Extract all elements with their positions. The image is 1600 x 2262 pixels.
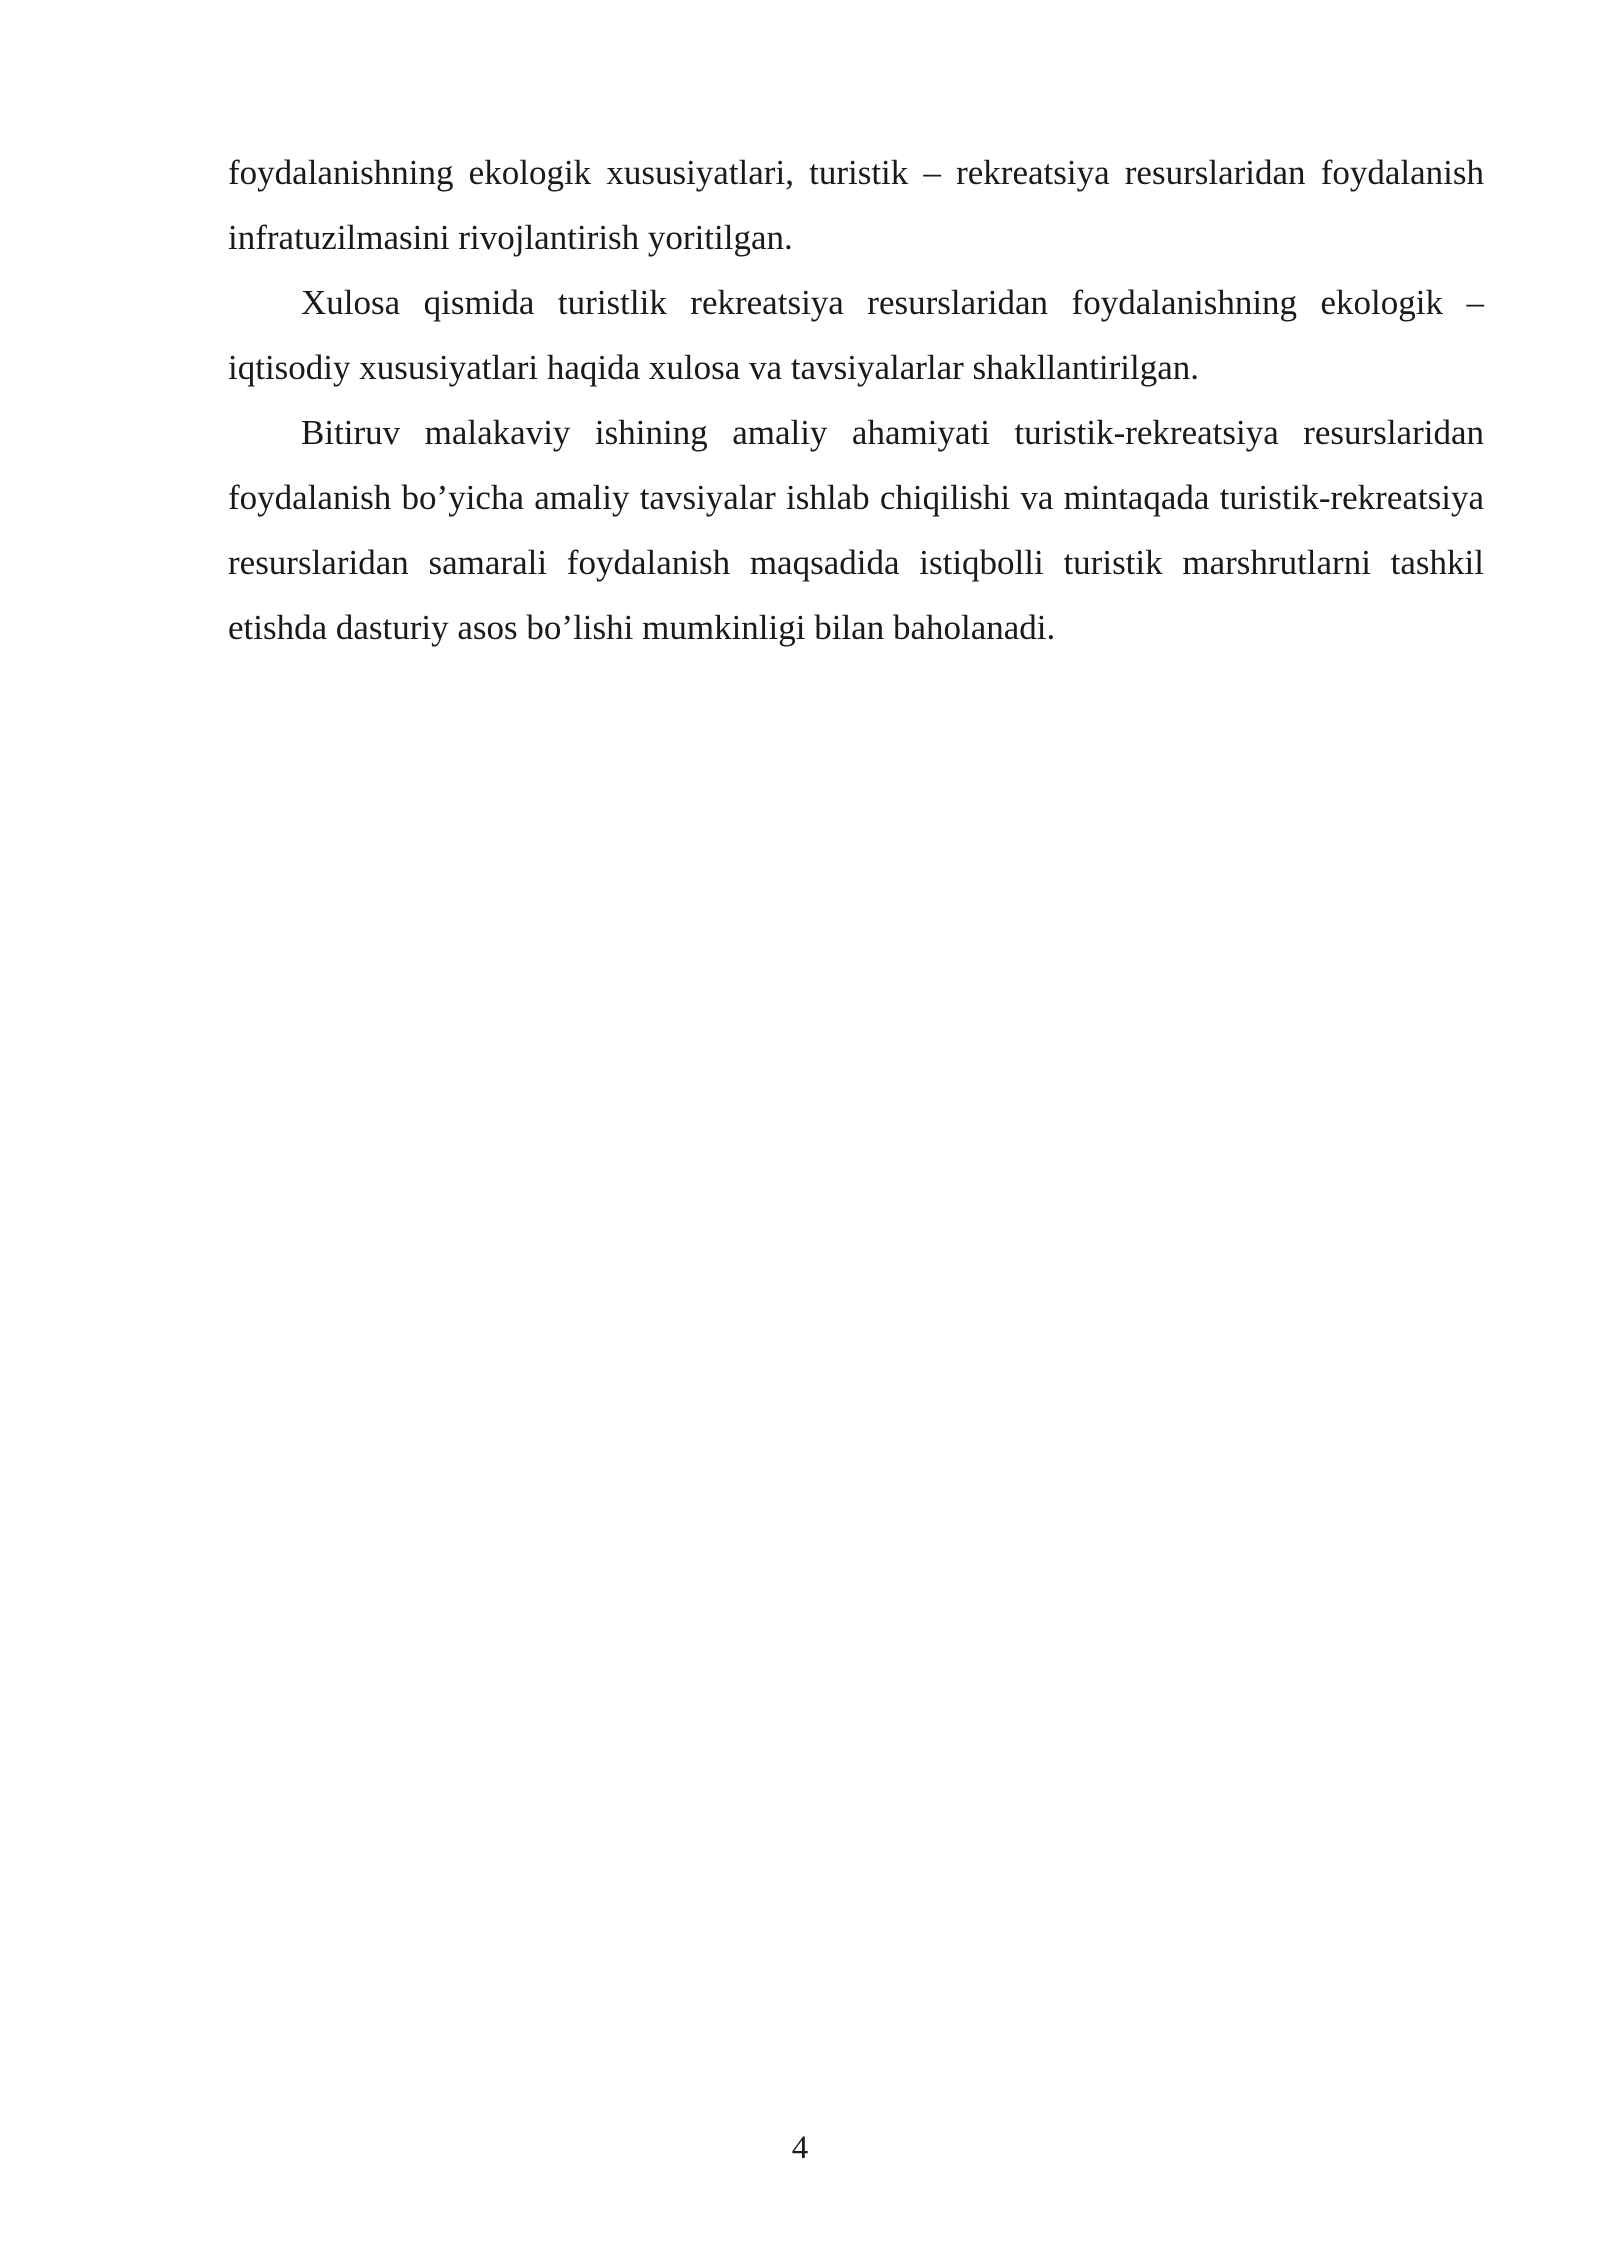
paragraph-practical-significance: Bitiruv malakaviy ishining amaliy ahamiyati turistik-rekreatsiya resurslaridan foydalanish bo’yicha amaliy tavsiyalar ishlab chiqilishi va mintaqada turistik-rekreatsiya resurslaridan samarali foydalanish maqsadida istiqbolli turistik marshrutlarni tashkil etishda dasturiy asos bo’lishi mumkinligi bilan baholanadi.: [228, 413, 1484, 647]
page-number: 4: [791, 2130, 809, 2166]
paragraph-continuation: foydalanishning ekologik xususiyatlari, turistik – rekreatsiya resurslaridan foydalanish infratuzilmasini rivojlantirish yoritilgan.: [228, 153, 1484, 257]
body-text: [228, 140, 1484, 660]
paragraph-conclusion-summary: Xulosa qismida turistlik rekreatsiya resurslaridan foydalanishning ekologik – iqtisodiy xususiyatlari haqida xulosa va tavsiyalarlar shakllantirilgan.: [228, 283, 1484, 387]
